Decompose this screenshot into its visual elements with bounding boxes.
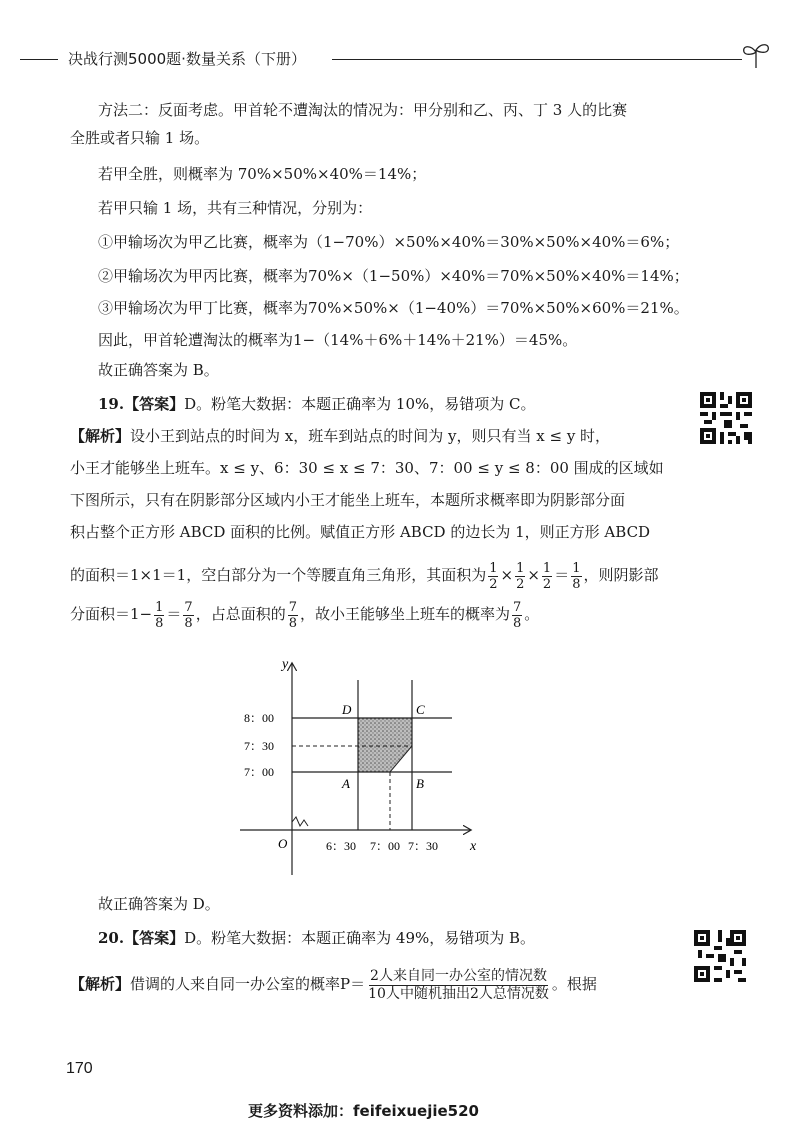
paragraph-conclusion: 因此，甲首轮遭淘汰的概率为1−（14%＋6%＋14%＋21%）＝45%。	[98, 331, 578, 349]
fraction-eighth	[154, 600, 164, 631]
q19-explanation-6a: 分面积＝1−	[70, 605, 153, 623]
fraction-half	[515, 561, 525, 592]
q20-probability-fraction	[367, 968, 550, 1003]
fraction-seven-eighths	[512, 600, 522, 631]
q19-answer-line	[98, 394, 536, 414]
paragraph-method-two: 方法二：反面考虑。甲首轮不遭淘汰的情况为：甲分别和乙、丙、丁 3 人的比赛	[98, 101, 628, 119]
q19-explanation-text-1: 设小王到站点的时间为 x，班车到站点的时间为 y，则只有当 x ≤ y 时，	[130, 427, 611, 445]
y-axis-label: y	[282, 657, 289, 672]
paragraph-all-win: 若甲全胜，则概率为 70%×50%×40%＝14%；	[98, 165, 427, 183]
times-sign-2: ×	[527, 566, 540, 584]
axis-break-icon	[292, 817, 308, 826]
q20-answer-line	[98, 928, 535, 948]
fraction-seven-eighths-num-2: 7	[288, 599, 297, 615]
fraction-eighth-num-2: 1	[155, 599, 164, 615]
q19-answer-text: D。粉笔大数据：本题正确率为 10%，易错项为 C。	[184, 395, 536, 413]
fraction-half	[488, 561, 498, 592]
fraction-half-den-3: 2	[542, 576, 552, 592]
fraction-eighth-num-1: 1	[572, 560, 581, 576]
shaded-region	[358, 718, 412, 772]
qr-code-q19[interactable]	[700, 392, 752, 444]
q20-explanation-text-b: 。根据	[551, 975, 597, 993]
q19-explanation-5	[70, 557, 659, 593]
q20-answer-label: 20.【答案】	[98, 929, 185, 947]
fraction-eighth	[571, 561, 581, 592]
point-d-label: D	[342, 702, 352, 717]
q20-answer-text: D。粉笔大数据：本题正确率为 49%，易错项为 B。	[184, 929, 536, 947]
header-title: 决战行测5000题·数量关系（下册）	[68, 50, 306, 68]
fraction-seven-eighths-num-3: 7	[513, 599, 522, 615]
fraction-half-den-1: 2	[489, 576, 498, 592]
equals-sign-2: ＝	[166, 605, 182, 623]
paragraph-method-two-cont: 全胜或者只输 1 场。	[70, 129, 210, 147]
header-rule-right	[332, 59, 742, 60]
page-number: 170	[66, 1060, 93, 1077]
q19-explanation-2: 小王才能够坐上班车。x ≤ y、6：30 ≤ x ≤ 7：30、7：00 ≤ y ≤ 8：00 围成的区域如	[70, 459, 664, 477]
fraction-half-num-2: 1	[516, 560, 525, 576]
q19-explanation-5b: ，则阴影部	[583, 566, 659, 584]
paragraph-lose-one: 若甲只输 1 场，共有三种情况，分别为：	[98, 199, 373, 217]
fraction-half-num-3: 1	[542, 560, 552, 576]
fraction-half-den-2: 2	[516, 576, 525, 592]
q20-fraction-numerator: 2人来自同一办公室的情况数	[370, 967, 547, 984]
q19-explanation-6c: ，故小王能够坐上班车的概率为	[300, 605, 511, 623]
q19-explanation-3: 下图所示，只有在阴影部分区域内小王才能坐上班车，本题所求概率即为阴影部分面	[70, 491, 626, 509]
fraction-eighth-den-2: 8	[155, 615, 164, 631]
q19-explanation-4: 积占整个正方形 ABCD 面积的比例。赋值正方形 ABCD 的边长为 1，则正方形 ABCD	[70, 523, 651, 541]
times-sign-1: ×	[500, 566, 514, 584]
point-a-label: A	[342, 776, 350, 791]
q19-explanation-6	[70, 596, 539, 632]
point-c-label: C	[416, 702, 425, 717]
fraction-seven-eighths-num-1: 7	[184, 599, 193, 615]
sprout-icon	[736, 40, 776, 70]
y-tick-730: 7：30	[244, 739, 275, 753]
q19-explanation-1	[70, 426, 610, 446]
running-header	[20, 46, 760, 74]
case-1: ①甲输场次为甲乙比赛，概率为（1−70%）×50%×40%＝30%×50%×40%＝6%；	[98, 233, 680, 251]
qr-code-q20[interactable]	[694, 930, 746, 982]
q19-explanation-5a: 的面积＝1×1＝1，空白部分为一个等腰直角三角形，其面积为	[70, 566, 487, 584]
qr-code-icon	[694, 930, 746, 982]
x-axis-label: x	[470, 839, 477, 854]
q19-explanation-label: 【解析】	[70, 427, 131, 445]
q19-explanation-6b: ，占总面积的	[195, 605, 286, 623]
x-tick-730: 7：30	[408, 839, 439, 853]
origin-label: O	[278, 836, 288, 851]
fraction-seven-eighths-den-2: 8	[288, 615, 297, 631]
q20-explanation-label: 【解析】	[70, 975, 131, 993]
point-b-label: B	[416, 776, 424, 791]
footer-note: 更多资料添加：feifeixuejie520	[248, 1102, 479, 1120]
y-tick-700: 7：00	[244, 765, 275, 779]
fraction-seven-eighths	[288, 600, 298, 631]
y-tick-800: 8：00	[244, 711, 275, 725]
fraction-half	[542, 561, 552, 592]
fraction-seven-eighths-den-1: 8	[184, 615, 193, 631]
q19-explanation-6d: 。	[524, 605, 540, 623]
fraction-seven-eighths	[183, 600, 193, 631]
case-2: ②甲输场次为甲丙比赛，概率为70%×（1−50%）×40%＝70%×50%×40%＝14%；	[98, 267, 689, 285]
case-3: ③甲输场次为甲丁比赛，概率为70%×50%×（1−40%）＝70%×50%×60%＝21%。	[98, 299, 689, 317]
q20-explanation	[70, 964, 597, 1004]
fraction-eighth-den-1: 8	[572, 576, 581, 592]
header-rule-left	[20, 59, 58, 60]
q20-explanation-text-a: 借调的人来自同一办公室的概率P＝	[130, 975, 366, 993]
q20-fraction-denominator: 10人中随机抽出2人总情况数	[368, 985, 549, 1002]
x-tick-630: 6：30	[326, 839, 357, 853]
q19-answer-label: 19.【答案】	[98, 395, 185, 413]
probability-diagram	[230, 650, 490, 885]
fraction-seven-eighths-den-3: 8	[513, 615, 522, 631]
answer-19: 故正确答案为 D。	[98, 895, 220, 913]
fraction-half-num-1: 1	[489, 560, 498, 576]
answer-18: 故正确答案为 B。	[98, 361, 219, 379]
qr-code-icon	[700, 392, 752, 444]
x-tick-700: 7：00	[370, 839, 401, 853]
equals-sign-1: ＝	[554, 566, 570, 584]
